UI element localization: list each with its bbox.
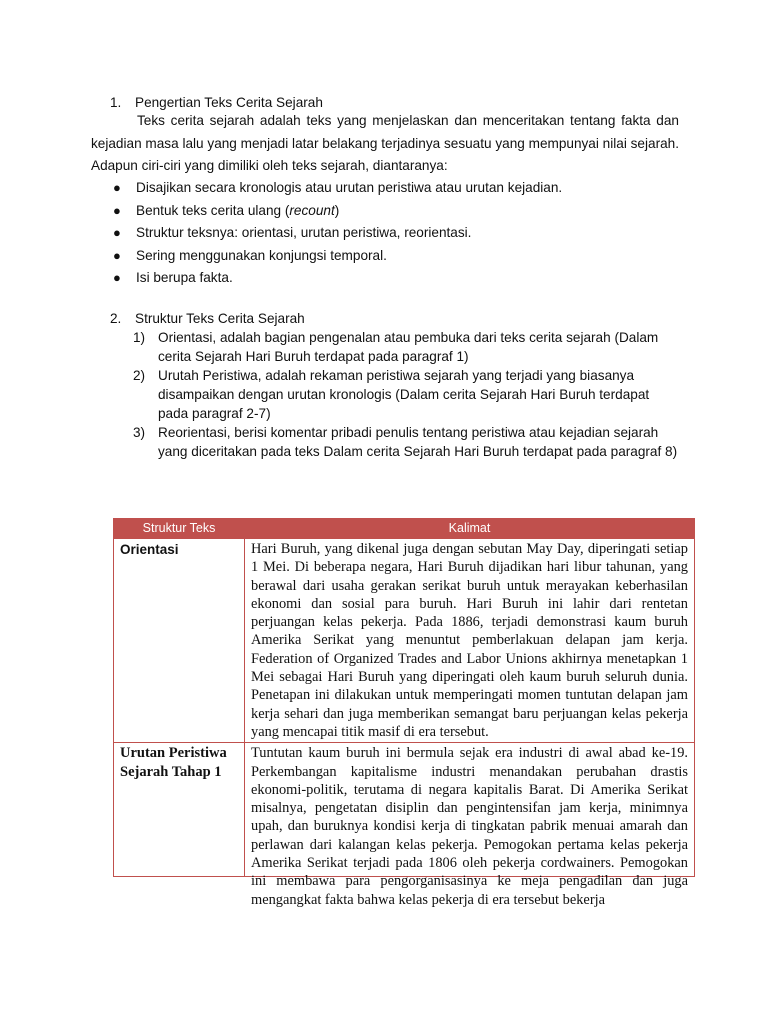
row-label: Urutan Peristiwa Sejarah Tahap 1: [114, 743, 245, 877]
row-text: Hari Buruh, yang dikenal juga dengan sebutan May Day, diperingati setiap 1 Mei. Di beberapa negara, Hari Buruh dijadikan hari libur tahunan, yang berawal dari usaha gerakan serikat buruh untuk merayakan keberhasilan ekonomi dan sosial para buruh. Hari Buruh ini lahir dari rentetan perjuangan kelas pekerja. Pada 1886, terjadi demonstrasi kaum buruh Amerika Serikat yang menuntut pemberlakuan delapan jam kerja. Federation of Organized Trades and Labor Unions akhirnya menetapkan 1 Mei sebagai Hari Buruh yang diperingati oleh kaum buruh seluruh dunia. Penetapan ini dilakukan untuk memperingati momen tuntutan delapan jam kerja sehari dan juga memberikan semangat baru perjuangan kelas pekerja yang mencapai titik masif di era tersebut.: [245, 539, 695, 743]
bullet-icon: ●: [113, 202, 121, 218]
section-2-number: 2.: [110, 311, 122, 326]
list-item: ● Sering menggunakan konjungsi temporal.: [112, 245, 682, 268]
column-header-sentence: Kalimat: [245, 519, 695, 539]
section-1-number: 1.: [110, 95, 122, 110]
bullet-icon: ●: [113, 247, 121, 263]
structure-list: [133, 328, 678, 461]
list-item: ● Bentuk teks cerita ulang (recount): [112, 200, 682, 223]
table-row: [114, 743, 695, 877]
row-text: Tuntutan kaum buruh ini bermula sejak era industri di awal abad ke-19. Perkembangan kapitalisme industri menandakan perubahan drastis ekonomi-politik, terutama di negara kapitalis Barat. Di Amerika Serikat misalnya, pengetatan disiplin dan pengintensifan jam kerja, minimnya upah, dan buruknya kondisi kerja di tingkatan pabrik menuai amarah dan perlawan dari kalangan kelas pekerja. Pemogokan pertama kelas pekerja Amerika Serikat terjadi pada 1806 oleh pekerja cordwainers. Pemogokan ini membawa para pengorganisasinya ke meja pengadilan dan juga mengangkat fakta bahwa kelas pekerja di era tersebut bekerja: [251, 745, 688, 908]
row-text-cell: [245, 743, 695, 908]
bullet-icon: ●: [113, 180, 121, 195]
list-item: ● Disajikan secara kronologis atau urutan peristiwa atau urutan kejadian.: [112, 177, 682, 200]
table-row: [114, 539, 695, 743]
list-item: ● Struktur teksnya: orientasi, urutan peristiwa, reorientasi.: [112, 222, 682, 245]
table-header-row: [114, 519, 695, 539]
section-1-paragraph: Teks cerita sejarah adalah teks yang menjelaskan dan menceritakan tentang fakta dan kejadian masa lalu yang menjadi latar belakang terjadinya sesuatu yang mempunyai nilai sejarah. Adapun ciri-ciri yang dimiliki oleh teks sejarah, diantaranya:: [91, 113, 679, 173]
bullet-icon: ●: [113, 270, 121, 285]
list-item: 2) Urutah Peristiwa, adalah rekaman peristiwa sejarah yang terjadi yang biasanya disampaikan dengan urutan kronologis (Dalam cerita Sejarah Hari Buruh terdapat pada paragraf 2-7): [133, 368, 650, 421]
characteristics-list: [112, 177, 682, 290]
list-item: 1) Orientasi, adalah bagian pengenalan atau pembuka dari teks cerita sejarah (Dalam cerita Sejarah Hari Buruh terdapat pada paragraf 1): [133, 330, 659, 364]
column-header-structure: Struktur Teks: [114, 519, 245, 539]
list-item: 3) Reorientasi, berisi komentar pribadi penulis tentang peristiwa atau kejadian sejarah yang diceritakan pada teks Dalam cerita Sejarah Hari Buruh terdapat pada paragraf 8): [133, 425, 678, 459]
row-label: Orientasi: [114, 539, 245, 743]
structure-table: [113, 518, 695, 908]
section-2-title: Struktur Teks Cerita Sejarah: [135, 311, 305, 326]
section-1-title: Pengertian Teks Cerita Sejarah: [135, 95, 323, 110]
list-item: ● Isi berupa fakta.: [112, 267, 682, 290]
bullet-icon: ●: [113, 225, 121, 240]
